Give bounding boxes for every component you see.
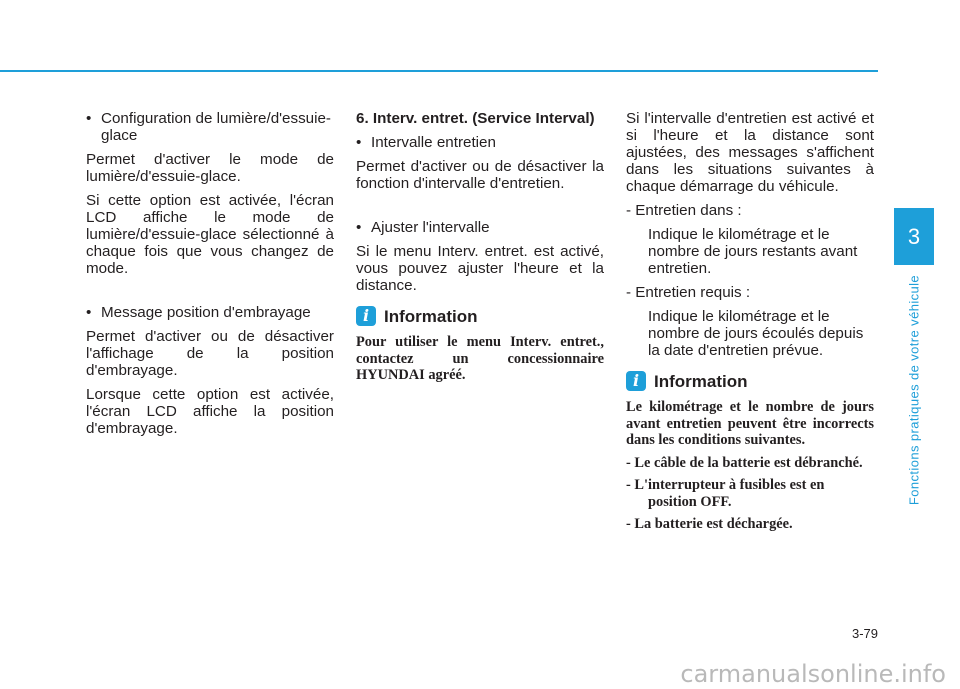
- paragraph: Si cette option est activée, l'écran LCD affiche le mode de lumière/d'essuie-glace sélectionné à chaque fois que vous changez de mode.: [86, 192, 334, 277]
- info-title: Information: [384, 306, 478, 326]
- info-icon: i: [356, 306, 376, 326]
- paragraph: Si l'intervalle d'entretien est activé et si l'heure et la distance sont ajustées, des messages s'affichent dans les situations suivantes à chaque démarrage du véhicule.: [626, 110, 874, 195]
- info-list-item: - La batterie est déchargée.: [626, 516, 793, 532]
- section-heading: 6. Interv. entret. (Service Interval): [356, 110, 595, 127]
- paragraph: Si le menu Interv. entret. est activé, vous pouvez ajuster l'heure et la distance.: [356, 243, 604, 294]
- dash-item-service-required: - Entretien requis :: [626, 284, 751, 301]
- column-1: [86, 110, 334, 444]
- info-list-item: - L'interrupteur à fusibles est en position OFF.: [626, 477, 825, 510]
- info-text: Pour utiliser le menu Interv. entret., contactez un concessionnaire HYUNDAI agréé.: [356, 334, 604, 383]
- info-title: Information: [654, 371, 748, 391]
- column-3: [626, 110, 874, 539]
- page-number: 3-79: [851, 626, 878, 641]
- bullet-adjust-interval: • Ajuster l'intervalle: [356, 219, 604, 236]
- watermark: carmanualsonline.info: [680, 660, 946, 688]
- bullet-service-interval: • Intervalle entretien: [356, 134, 604, 151]
- dash-item-text: Indique le kilométrage et le nombre de jours écoulés depuis la date d'entretien prévue.: [648, 308, 864, 359]
- chapter-tab: 3: [894, 208, 934, 265]
- paragraph: Permet d'activer ou de désactiver la fonction d'intervalle d'entretien.: [356, 158, 604, 192]
- info-intro: Le kilométrage et le nombre de jours avant entretien peuvent être incorrects dans les conditions suivantes.: [626, 399, 874, 448]
- column-2: [356, 110, 604, 390]
- info-list-item: - Le câble de la batterie est débranché.: [626, 454, 863, 471]
- paragraph: Lorsque cette option est activée, l'écran LCD affiche la position d'embrayage.: [86, 386, 334, 437]
- paragraph: Permet d'activer le mode de lumière/d'essuie-glace.: [86, 151, 334, 185]
- info-body: [356, 334, 604, 384]
- info-body: [626, 399, 874, 533]
- bullet-clutch-message: • Message position d'embrayage: [86, 304, 334, 321]
- info-box-header: [356, 306, 604, 326]
- info-box-header: [626, 371, 874, 391]
- chapter-title: Fonctions pratiques de votre véhicule: [906, 274, 922, 506]
- dash-item-text: Indique le kilométrage et le nombre de jours restants avant entretien.: [648, 226, 858, 277]
- header-rule: [0, 70, 878, 72]
- paragraph: Permet d'activer ou de désactiver l'affichage de la position d'embrayage.: [86, 328, 334, 379]
- info-icon: i: [626, 371, 646, 391]
- dash-item-service-in: - Entretien dans :: [626, 202, 742, 219]
- bullet-light-wiper-config: • Configuration de lumière/d'essuie-glace: [86, 110, 334, 144]
